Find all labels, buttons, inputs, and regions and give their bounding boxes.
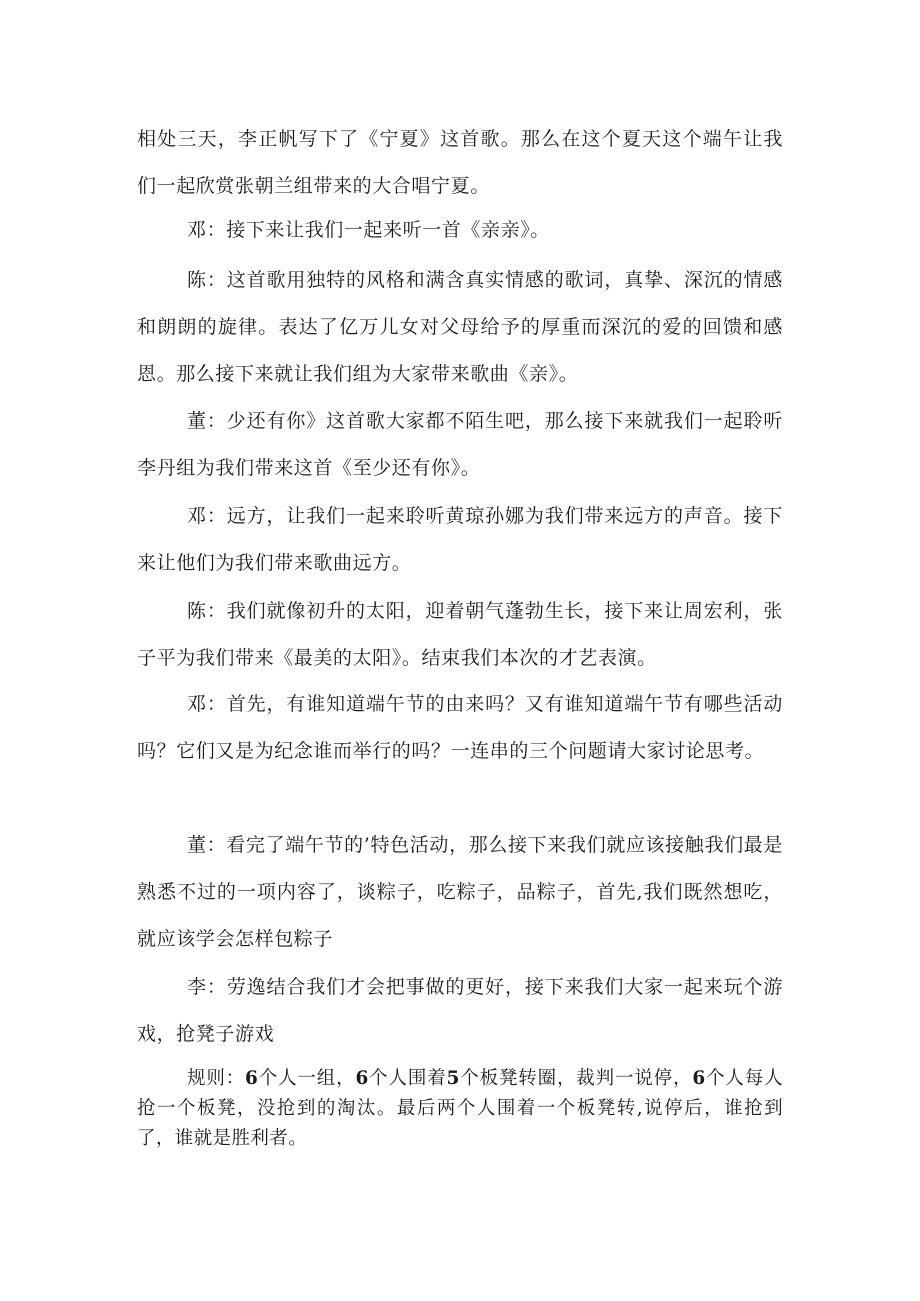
rules-number: 6 [355,1068,369,1089]
paragraph-chen-taiyang: 陈：我们就像初升的太阳，迎着朝气蓬勃生长，接下来让周宏利，张子平为我们带来《最美的太阳》。结束我们本次的才艺表演。 [137,600,783,669]
paragraph-deng-yuanfang: 邓：远方，让我们一起来聆听黄琼孙娜为我们带来远方的声音。接下来让他们为我们带来歌曲远方。 [137,505,783,574]
rules-text: 个人每人抢一个板凳，没抢到的淘汰。最后两个人围着一个板凳转,说停后，谁抢到了，谁就是胜利者。 [137,1068,783,1149]
paragraph-ningxia: 相处三天，李正帆写下了《宁夏》这首歌。那么在这个夏天这个端午让我们一起欣赏张朝兰组带来的大合唱宁夏。 [137,128,783,197]
paragraph-dong-zongzi: 董：看完了端午节的’特色活动，那么接下来我们就应该接触我们最是熟悉不过的一项内容了，谈粽子，吃粽子，品粽子，首先,我们既然想吃，就应该学会怎样包粽子 [137,834,783,950]
rules-number: 6 [692,1068,706,1089]
rules-number: 5 [446,1068,460,1089]
paragraph-deng-qinqin: 邓：接下来让我们一起来听一首《亲亲》。 [187,219,550,241]
paragraph-game-rules [137,1064,783,1154]
paragraph-dong-zhishao: 董：少还有你》这首歌大家都不陌生吧，那么接下来就我们一起聆听李丹组为我们带来这首《至少还有你》。 [137,410,783,479]
rules-number: 6 [245,1068,259,1089]
rules-text: 个人围着 [368,1068,447,1089]
paragraph-li-game: 李：劳逸结合我们才会把事做的更好，接下来我们大家一起来玩个游戏，抢凳子游戏 [137,976,783,1045]
rules-text: 个人一组， [258,1068,356,1089]
rules-text: 个板凳转圈，裁判一说停， [459,1068,693,1089]
paragraph-deng-questions: 邓：首先，有谁知道端午节的由来吗？又有谁知道端午节有哪些活动吗？它们又是为纪念谁而举行的吗？一连串的三个问题请大家讨论思考。 [137,693,783,762]
rules-label: 规则： [187,1068,246,1089]
paragraph-chen-qin: 陈：这首歌用独特的风格和满含真实情感的歌词，真挚、深沉的情感和朗朗的旋律。表达了亿万儿女对父母给予的厚重而深沉的爱的回馈和感恩。那么接下来就让我们组为大家带来歌曲《亲》。 [137,269,783,385]
